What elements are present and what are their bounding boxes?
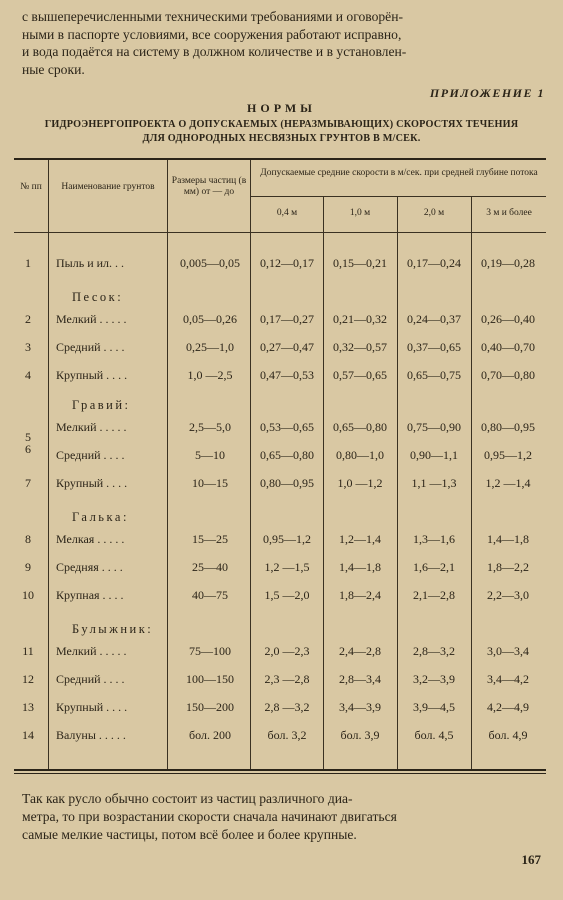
row-number: 10	[22, 588, 34, 602]
particle-size: 100—150	[186, 672, 234, 686]
velocity-value: 0,57—0,65	[333, 368, 387, 382]
velocity-value: 0,17—0,24	[407, 256, 461, 270]
page-subtitle	[0, 118, 563, 146]
intro-line: и вода подаётся на систему в должном количестве и в установлен-	[22, 44, 407, 59]
soil-name: Крупный . . . .	[56, 700, 128, 714]
subtitle-line: ГИДРОЭНЕРГОПРОЕКТА О ДОПУСКАЕМЫХ (НЕРАЗМЫВАЮЩИХ) СКОРОСТЯХ ТЕЧЕНИЯ	[44, 119, 519, 130]
soil-name: Крупный . . . .	[56, 476, 128, 490]
row-number: 13	[22, 700, 34, 714]
velocity-value: 0,65—0,80	[333, 420, 387, 434]
group-heading: Песок:	[72, 290, 124, 304]
group-heading: Булыжник:	[72, 622, 154, 636]
velocity-value: 0,90—1,1	[410, 448, 458, 462]
velocity-value: 3,9—4,5	[413, 700, 455, 714]
velocity-value: 2,8—3,4	[339, 672, 381, 686]
velocity-value: 1,2 —1,4	[485, 476, 531, 490]
particle-size: бол. 200	[189, 728, 231, 742]
column-divider	[323, 196, 324, 769]
row-number: 6	[25, 442, 31, 456]
column-divider	[250, 160, 251, 769]
group-heading: Галька:	[72, 510, 129, 524]
header-depth-2: 2,0 м	[423, 208, 445, 218]
appendix-label: ПРИЛОЖЕНИЕ 1	[429, 86, 545, 100]
velocity-value: 1,2 —1,5	[264, 560, 310, 574]
velocity-value: 0,19—0,28	[481, 256, 535, 270]
soil-name: Средняя . . . .	[56, 560, 123, 574]
velocity-value: бол. 4,5	[414, 728, 454, 742]
velocity-value: 0,32—0,57	[333, 340, 387, 354]
velocity-value: 1,6—2,1	[413, 560, 455, 574]
velocity-value: 2,3 —2,8	[264, 672, 310, 686]
velocity-value: бол. 3,9	[340, 728, 380, 742]
header-name: Наименование грунтов	[61, 182, 155, 192]
outro-paragraph	[22, 790, 542, 844]
velocity-value: 2,1—2,8	[413, 588, 455, 602]
velocity-value: 0,12—0,17	[260, 256, 314, 270]
velocity-value: 1,2—1,4	[339, 532, 381, 546]
row-number: 1	[25, 256, 31, 270]
outro-line: метра, то при возрастании скорости сначала начинают двигаться	[22, 809, 397, 824]
velocity-value: 0,80—0,95	[260, 476, 314, 490]
particle-size: 75—100	[189, 644, 231, 658]
particle-size: 25—40	[192, 560, 228, 574]
column-divider	[471, 196, 472, 769]
header-subrule	[250, 196, 546, 197]
velocity-value: 1,1 —1,3	[411, 476, 457, 490]
intro-line: с вышеперечисленными техническими требованиями и оговорён-	[22, 9, 404, 24]
velocity-value: 1,4—1,8	[339, 560, 381, 574]
page-title: НОРМЫ	[247, 101, 316, 115]
header-velocity: Допускаемые средние скорости в м/сек. при средней глубине потока	[260, 168, 538, 178]
velocity-value: 3,2—3,9	[413, 672, 455, 686]
intro-paragraph	[22, 8, 542, 78]
velocity-value: бол. 4,9	[488, 728, 528, 742]
velocity-value: 3,4—4,2	[487, 672, 529, 686]
velocity-value: 0,75—0,90	[407, 420, 461, 434]
header-depth-3: 3 м и более	[486, 208, 532, 218]
velocity-value: 4,2—4,9	[487, 700, 529, 714]
particle-size: 5—10	[195, 448, 225, 462]
soil-name: Средний . . . .	[56, 340, 125, 354]
soil-name: Мелкий . . . . .	[56, 420, 127, 434]
velocity-value: 2,4—2,8	[339, 644, 381, 658]
velocity-value: 0,37—0,65	[407, 340, 461, 354]
row-number: 2	[25, 312, 31, 326]
velocity-value: 0,26—0,40	[481, 312, 535, 326]
soil-name: Крупный . . . .	[56, 368, 128, 382]
row-number: 7	[25, 476, 31, 490]
column-divider	[397, 196, 398, 769]
particle-size: 10—15	[192, 476, 228, 490]
velocity-value: 0,65—0,75	[407, 368, 461, 382]
soil-name: Пыль и ил. . .	[56, 256, 125, 270]
row-number: 8	[25, 532, 31, 546]
column-divider	[48, 160, 49, 769]
velocity-value: 0,95—1,2	[263, 532, 311, 546]
table-bottom-rule-thin	[14, 773, 546, 774]
outro-line: самые мелкие частицы, потом всё более и более крупные.	[22, 827, 357, 842]
soil-name: Средний . . . .	[56, 672, 125, 686]
velocity-value: 0,80—1,0	[336, 448, 384, 462]
particle-size: 40—75	[192, 588, 228, 602]
velocity-value: 0,21—0,32	[333, 312, 387, 326]
row-number: 11	[22, 644, 34, 658]
soil-name: Мелкий . . . . .	[56, 644, 127, 658]
soil-name: Мелкая . . . . .	[56, 532, 125, 546]
velocity-value: 0,40—0,70	[481, 340, 535, 354]
velocity-value: 1,4—1,8	[487, 532, 529, 546]
velocity-value: 0,15—0,21	[333, 256, 387, 270]
header-depth-1: 1,0 м	[349, 208, 371, 218]
velocity-value: 1,8—2,2	[487, 560, 529, 574]
velocity-value: 3,4—3,9	[339, 700, 381, 714]
velocity-value: 2,0 —2,3	[264, 644, 310, 658]
velocity-value: 0,80—0,95	[481, 420, 535, 434]
column-divider	[167, 160, 168, 769]
velocity-value: 2,2—3,0	[487, 588, 529, 602]
row-number: 9	[25, 560, 31, 574]
velocity-value: 2,8—3,2	[413, 644, 455, 658]
velocity-value: 1,0 —1,2	[337, 476, 383, 490]
intro-line: ные сроки.	[22, 61, 85, 77]
velocity-value: 0,70—0,80	[481, 368, 535, 382]
velocity-value: 1,8—2,4	[339, 588, 381, 602]
group-heading: Гравий:	[72, 398, 131, 412]
header-depth-0: 0,4 м	[276, 208, 298, 218]
velocity-value: 0,47—0,53	[260, 368, 314, 382]
table-bottom-rule	[14, 769, 546, 771]
row-number: 5	[25, 430, 31, 444]
velocity-value: 0,17—0,27	[260, 312, 314, 326]
particle-size: 150—200	[186, 700, 234, 714]
velocity-value: 0,27—0,47	[260, 340, 314, 354]
row-number: 12	[22, 672, 34, 686]
soil-name: Крупная . . . .	[56, 588, 124, 602]
particle-size: 0,25—1,0	[186, 340, 234, 354]
intro-line: ными в паспорте условиями, все сооружения работают исправно,	[22, 26, 402, 42]
particle-size: 1,0 —2,5	[187, 368, 233, 382]
velocity-value: 1,3—1,6	[413, 532, 455, 546]
particle-size: 2,5—5,0	[189, 420, 231, 434]
header-size: Размеры частиц (в мм) от — до	[171, 176, 247, 197]
velocity-value: 0,53—0,65	[260, 420, 314, 434]
outro-line: Так как русло обычно состоит из частиц различного диа-	[22, 791, 353, 806]
velocity-value: 2,8 —3,2	[264, 700, 310, 714]
velocity-value: 3,0—3,4	[487, 644, 529, 658]
particle-size: 0,05—0,26	[183, 312, 237, 326]
velocity-value: 1,5 —2,0	[264, 588, 310, 602]
header-num: № пп	[20, 182, 42, 192]
row-number: 4	[25, 368, 31, 382]
page-number: 167	[521, 852, 541, 867]
velocity-value: 0,24—0,37	[407, 312, 461, 326]
header-bottom-rule	[14, 232, 546, 233]
row-number: 14	[22, 728, 34, 742]
soil-name: Валуны . . . . .	[56, 728, 126, 742]
soil-name: Средний . . . .	[56, 448, 125, 462]
row-number: 3	[25, 340, 31, 354]
velocity-value: 0,95—1,2	[484, 448, 532, 462]
soil-name: Мелкий . . . . .	[56, 312, 127, 326]
particle-size: 0,005—0,05	[180, 256, 240, 270]
velocity-value: бол. 3,2	[267, 728, 307, 742]
subtitle-line: ДЛЯ ОДНОРОДНЫХ НЕСВЯЗНЫХ ГРУНТОВ В М/СЕК.	[142, 133, 421, 144]
table-top-rule	[14, 158, 546, 160]
velocity-value: 0,65—0,80	[260, 448, 314, 462]
particle-size: 15—25	[192, 532, 228, 546]
